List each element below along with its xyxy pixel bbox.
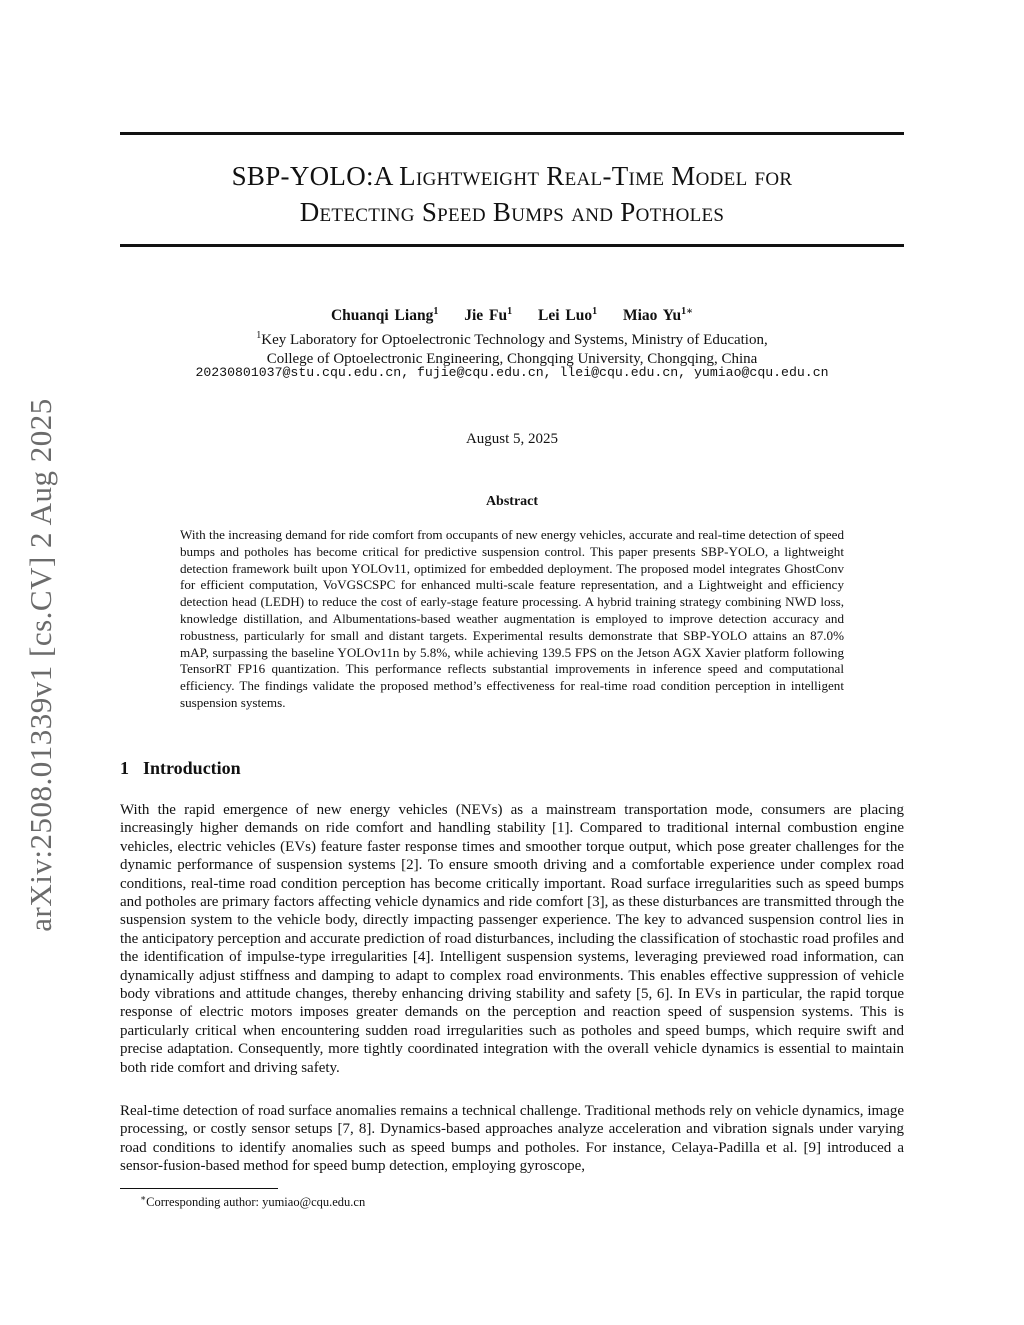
section-title: Introduction bbox=[143, 758, 241, 778]
abstract-heading: Abstract bbox=[485, 494, 539, 509]
publication-date: August 5, 2025 bbox=[465, 431, 559, 447]
footnote: ∗Corresponding author: yumiao@cqu.edu.cn bbox=[140, 1193, 366, 1210]
abstract-text: With the increasing demand for ride comfort from occupants of new energy vehicles, accurate and real-time detection of speed bumps and potholes has become critical for predictive suspension control. This paper presents SBP-YOLO, a lightweight detection framework built upon YOLOv11, optimized for embedded deployment. The proposed model integrates GhostConv for efficient computation, VoVGSCSPC for enhanced multi-scale feature representation, and a Lightweight and efficiency detection head (LEDH) to reduce the cost of early-stage feature processing. A hybrid training strategy combining NWD loss, knowledge distillation, and Albumentations-based weather augmentation is employed to improve detection accuracy and robustness, particularly for small and distant targets. Experimental results demonstrate that SBP-YOLO attains an 87.0% mAP, surpassing the baseline YOLOv11n by 5.8%, while achieving 139.5 FPS on the Jetson AGX Xavier platform following TensorRT FP16 quantization. This performance reflects substantial improvements in inference speed and computational efficiency. The findings validate the proposed method’s effectiveness for real-time road condition perception in intelligent suspension systems. bbox=[180, 527, 844, 710]
affiliation-line-1: $^1$Key Laboratory for Optoelectronic Technology and Systems, Ministry of Education, bbox=[256, 330, 768, 348]
body-paragraph: With the rapid emergence of new energy vehicles (NEVs) as a mainstream transportation mode, consumers are placing increasingly higher demands on ride comfort and handling stability [1]. Compared to traditional internal combustion engine vehicles, electric vehicles (EVs) feature faster response times and smoother torque output, which pose greater challenges for the dynamic performance of suspension systems [2]. To ensure smooth driving and a comfortable experience under complex road conditions, real-time road condition perception has become critically important. Road surface irregularities such as speed bumps and potholes are primary factors affecting vehicle dynamics and ride comfort [3], as these disturbances are transmitted through the suspension system to the vehicle body, directly impacting passenger experience. The key to advanced suspension control lies in the anticipatory perception and accurate prediction of road disturbances, including the classification of stochastic road profiles and the identification of impulse-type irregularities [4]. Intelligent suspension systems, leveraging previewed road information, can dynamically adjust stiffness and damping to adapt to complex road environments. This enables effective suppression of vehicle body vibrations and attitude changes, thereby enhancing driving stability and safety [5, 6]. In EVs in particular, the rapid torque response of electric motors imposes greater demands on the perception and reaction speed of suspension systems. This is particularly critical when encountering sudden road irregularities such as potholes and speed bumps, which require swift and precise adaptation. Consequently, more tightly coordinated integration with the overall vehicle dynamics is essential to maintain both ride comfort and driving safety. bbox=[120, 802, 904, 1076]
title-line-1: SBP-YOLO:A Lightweight Real-Time Model for bbox=[231, 161, 793, 191]
author: Chuanqi Liang$^1$ bbox=[330, 306, 439, 325]
author: Jie Fu$^1$ bbox=[464, 306, 513, 325]
author-emails: 20230801037@stu.cqu.edu.cn, fujie@cqu.edu.cn, llei@cqu.edu.cn, yumiao@cqu.edu.cn bbox=[195, 365, 829, 380]
arxiv-stamp: arXiv:2508.01339v1 [cs.CV] 2 Aug 2025 bbox=[23, 398, 58, 932]
body-paragraph: Real-time detection of road surface anomalies remains a technical challenge. Traditional methods rely on vehicle dynamics, image processing, or costly sensor setups [7, 8]. Dynamics-based approaches analyze acceleration and vibration signals under varying road conditions to identify anomalies such as speed bumps and potholes. For instance, Celaya-Padilla et al. [9] introduced a sensor-fusion-based method for speed bump detection, employing gyroscope, bbox=[120, 1103, 904, 1175]
affiliation bbox=[120, 326, 904, 369]
title-rule-top bbox=[120, 132, 904, 135]
section-heading bbox=[120, 758, 241, 779]
title-rule-bottom bbox=[120, 244, 904, 247]
author: Lei Luo$^1$ bbox=[537, 306, 598, 325]
section-number: 1 bbox=[120, 758, 129, 778]
author: Miao $Yu^{1∗}$ bbox=[622, 306, 694, 325]
affiliation-line-2: College of Optoelectronic Engineering, Chongqing University, Chongqing, China bbox=[266, 351, 758, 367]
footnote-rule bbox=[120, 1188, 278, 1189]
author-list bbox=[120, 306, 904, 325]
title-line-2: Detecting Speed Bumps and Potholes bbox=[299, 197, 725, 227]
paper-title bbox=[120, 158, 904, 230]
